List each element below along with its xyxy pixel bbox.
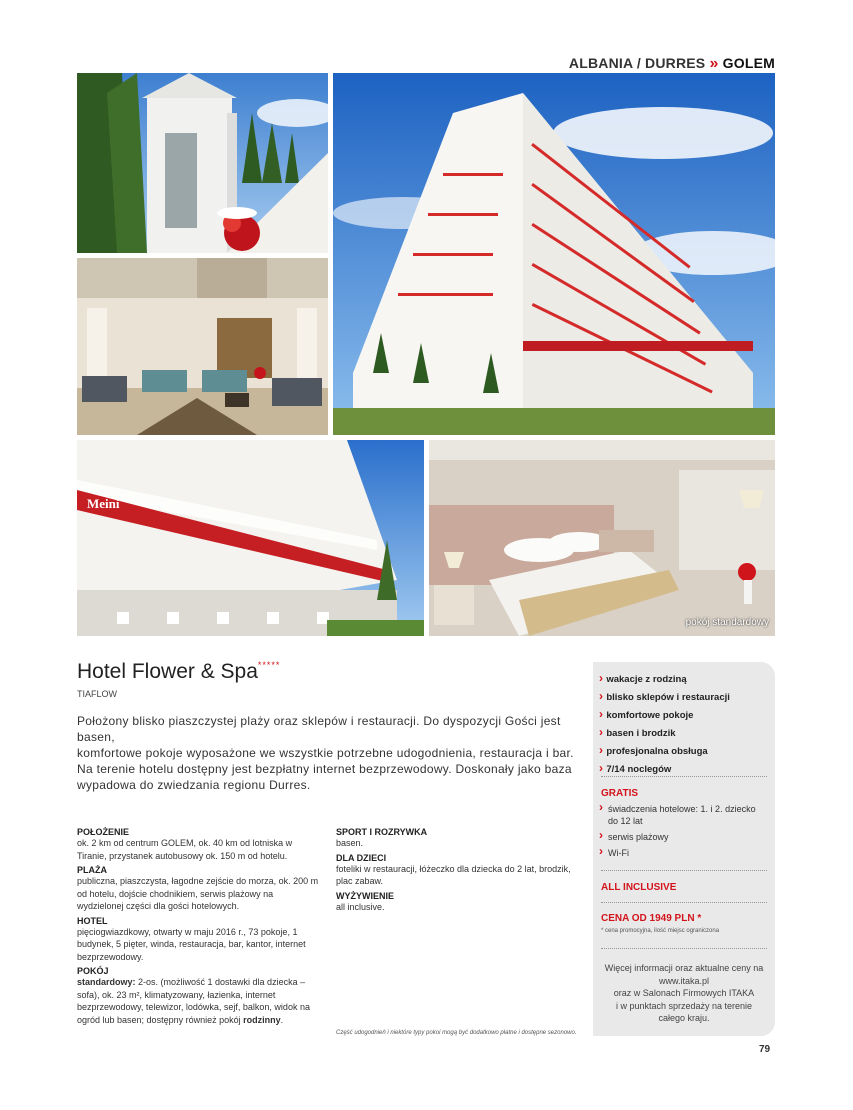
kids-text: foteliki w restauracji, łóżeczko dla dziecka do 2 lat, brodzik, plac zabaw.: [336, 863, 571, 886]
room-heading: POKÓJ: [77, 966, 109, 976]
intro-line: Na terenie hotelu dostępny jest bezpłatny internet bezprzewodowy. Doskonały jako baza: [77, 762, 572, 776]
room-caption: pokój standardowy: [685, 617, 769, 628]
board-heading: WYŻYWIENIE: [336, 890, 394, 901]
gratis-heading: GRATIS: [601, 788, 639, 799]
divider: [601, 776, 767, 777]
gratis-item: › świadczenia hotelowe: 1. i 2. dziecko do 12 lat: [599, 803, 767, 827]
hotel-intro: [77, 713, 582, 793]
intro-line: wypadowa do zwiedzania regionu Durres.: [77, 778, 311, 792]
intro-line: komfortowe pokoje wyposażone we wszystkie potrzebne udogodnienia, restauracja i bar.: [77, 746, 574, 760]
details-column-right: [336, 824, 580, 913]
more-info: [599, 962, 769, 1025]
lobby-photo: [77, 258, 328, 435]
info-line: Więcej informacji oraz aktualne ceny na: [604, 963, 764, 973]
room-type-label: standardowy:: [77, 977, 136, 987]
resort-name: GOLEM: [722, 55, 775, 71]
feature-item: › 7/14 noclegów: [599, 760, 771, 778]
room-photo: [429, 440, 775, 636]
divider: [601, 948, 767, 949]
hotel-title: [77, 660, 280, 684]
page-number: 79: [759, 1044, 771, 1055]
country-city: ALBANIA / DURRES: [568, 55, 706, 71]
price-note: * cena promocyjna, ilość miejsc ograniczona: [601, 928, 720, 934]
star-rating: *****: [257, 660, 281, 670]
feature-item: › komfortowe pokoje: [599, 706, 771, 724]
offer-sidebar: [593, 662, 775, 1036]
family-room-label: rodzinny: [243, 1014, 281, 1025]
facade-photo: [77, 440, 424, 636]
feature-item: › profesjonalna obsługa: [599, 742, 771, 760]
awning-text: Meini: [87, 496, 120, 511]
divider: [601, 902, 767, 903]
price-label: CENA OD 1949 PLN *: [601, 913, 702, 924]
room-text: [77, 976, 320, 1026]
all-inclusive-label: ALL INCLUSIVE: [601, 882, 677, 893]
sport-heading: SPORT I ROZRYWKA: [336, 827, 428, 837]
feature-list: [599, 670, 771, 778]
info-line: oraz w Salonach Firmowych ITAKA: [613, 988, 755, 998]
hotel-heading: HOTEL: [77, 915, 108, 926]
kids-heading: DLA DZIECI: [336, 852, 387, 863]
location-heading: POŁOŻENIE: [77, 827, 130, 837]
feature-item: › basen i brodzik: [599, 724, 771, 742]
gratis-item: › Wi-Fi: [599, 847, 767, 859]
intro-line: Położony blisko piaszczystej plaży oraz sklepów i restauracji. Do dyspozycji Gości jest basen,: [77, 714, 561, 744]
board-text: all inclusive.: [336, 901, 385, 912]
website-link[interactable]: www.itaka.pl: [658, 975, 710, 986]
location-text: ok. 2 km od centrum GOLEM, ok. 40 km od lotniska w Tiranie, przystanek autobusowy ok. 150 m od hotelu.: [77, 838, 293, 861]
beach-text: publiczna, piaszczysta, łagodne zejście do morza, ok. 200 m od hotelu, dojście chodnikiem, serwis plażowy na wydzielonej części dla gości hotelowych.: [77, 876, 319, 911]
info-line: całego kraju.: [658, 1013, 710, 1023]
destination-header: [569, 55, 775, 73]
hotel-exterior-photo: [333, 73, 775, 435]
gratis-item: › serwis plażowy: [599, 831, 767, 843]
divider: [601, 870, 767, 871]
offer-code: TIAFLOW: [77, 689, 117, 699]
sport-text: basen.: [336, 838, 364, 848]
room-text-end: .: [280, 1014, 284, 1025]
feature-item: › wakacje z rodziną: [599, 670, 771, 688]
room-description: 2-os. (możliwość 1 dostawki dla dziecka – sofa), ok. 23 m², klimatyzowany, łazienka, internet bezprzewodowy, telewizor, lodówka, sejf, balkon, widok na ogród lub basen; dostępny również pokój: [77, 977, 310, 1025]
breadcrumb-separator: »: [709, 55, 719, 72]
beach-heading: PLAŻA: [77, 865, 107, 875]
gratis-list: [599, 803, 767, 863]
info-line: i w punktach sprzedaży na terenie: [615, 1000, 753, 1011]
feature-item: › blisko sklepów i restauracji: [599, 688, 771, 706]
footnote: Część udogodnień i niektóre typy pokoi mogą być dodatkowo płatne i dostępne sezonowo.: [336, 1030, 577, 1036]
hotel-text: pięciogwiazdkowy, otwarty w maju 2016 r., 73 pokoje, 1 budynek, 5 pięter, winda, restauracja, bar, kantor, internet bezprzewodowy.: [77, 926, 306, 962]
hotel-name: Hotel Flower & Spa: [77, 660, 258, 683]
terrace-photo: [77, 73, 328, 253]
details-column-left: [77, 824, 320, 1026]
